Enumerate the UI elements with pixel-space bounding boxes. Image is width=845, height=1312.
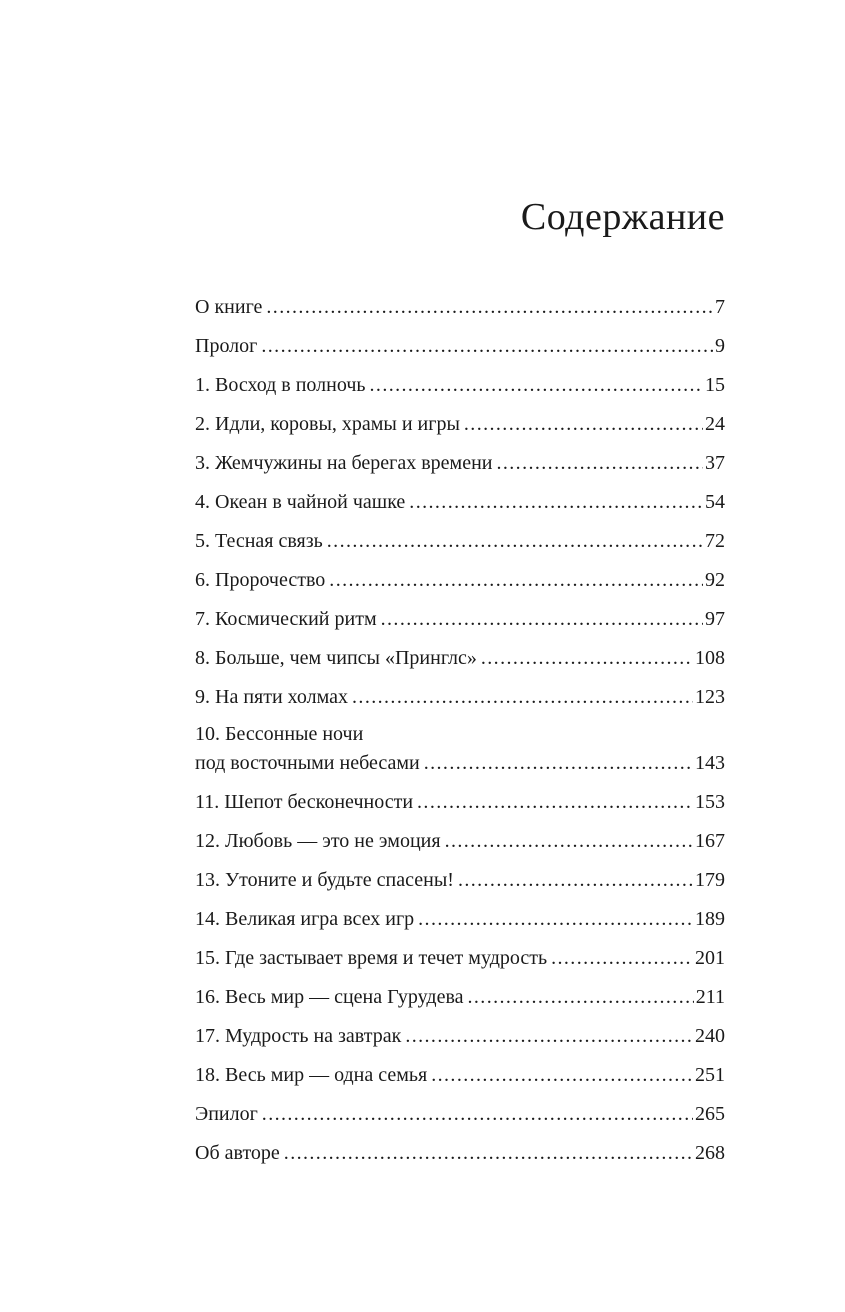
leader-dots: [409, 487, 703, 518]
leader-dots: [370, 370, 703, 401]
leader-dots: [405, 1021, 693, 1052]
toc-entry-label: 8. Больше, чем чипсы «Принглс»: [195, 647, 477, 669]
leader-dots: [551, 943, 693, 974]
toc-entry[interactable]: [195, 943, 725, 982]
toc-entry[interactable]: [195, 643, 725, 682]
page-title: Содержание: [520, 196, 725, 238]
leader-dots: [431, 1060, 693, 1091]
toc-entry[interactable]: [195, 865, 725, 904]
toc-entry[interactable]: [195, 682, 725, 721]
toc-entry-page: 54: [705, 491, 725, 513]
toc-entry-label: 14. Великая игра всех игр: [195, 908, 415, 930]
toc-entry-page: 9: [715, 335, 725, 357]
toc-entry-label-line2: под восточными небесами: [195, 752, 420, 774]
toc-entry-page: 37: [705, 452, 725, 474]
toc-entry-label: 7. Космический ритм: [195, 608, 377, 630]
toc-entry-page: 179: [695, 869, 725, 891]
toc-entry-page: 72: [705, 530, 725, 552]
toc-entry[interactable]: [195, 904, 725, 943]
toc-entry[interactable]: [195, 448, 725, 487]
toc-entry-page: 189: [695, 908, 725, 930]
toc-entry-page: 123: [695, 686, 725, 708]
toc-entry-label: 11. Шепот бесконечности: [195, 791, 414, 813]
toc-entry-page: 240: [695, 1025, 725, 1047]
leader-dots: [418, 904, 693, 935]
toc-entry-page: 211: [695, 986, 725, 1008]
leader-dots: [458, 865, 693, 896]
toc-entry[interactable]: [195, 826, 725, 865]
leader-dots: [417, 787, 693, 818]
toc-entry-label: О книге: [195, 296, 263, 318]
leader-dots: [284, 1138, 693, 1169]
toc-entry-page: 268: [695, 1142, 725, 1164]
leader-dots: [381, 604, 703, 635]
leader-dots: [496, 448, 703, 479]
toc-entry-label: Эпилог: [195, 1103, 258, 1125]
toc-entry[interactable]: [195, 604, 725, 643]
toc-entry-label: 6. Пророчество: [195, 569, 326, 591]
toc-entry-page: 92: [705, 569, 725, 591]
toc-entry-page: 15: [705, 374, 725, 396]
toc-entry-label: 13. Утоните и будьте спасены!: [195, 869, 454, 891]
toc-entry[interactable]: [195, 292, 725, 331]
toc-entry-label-line1: 10. Бессонные ночи: [195, 723, 364, 745]
toc-entry[interactable]: [195, 409, 725, 448]
toc-entry[interactable]: [195, 370, 725, 409]
toc-entry-page: 201: [695, 947, 725, 969]
toc-entry-label: 9. На пяти холмах: [195, 686, 349, 708]
leader-dots: [445, 826, 693, 857]
toc-entry[interactable]: [195, 331, 725, 370]
leader-dots: [464, 409, 703, 440]
toc-entry-page: 265: [695, 1103, 725, 1125]
toc-entry-page: 251: [695, 1064, 725, 1086]
toc-entry[interactable]: [195, 1060, 725, 1099]
toc-entry-label: 4. Океан в чайной чашке: [195, 491, 406, 513]
toc-entry-page: 97: [705, 608, 725, 630]
toc-entry[interactable]: [195, 526, 725, 565]
toc-entry[interactable]: [195, 487, 725, 526]
toc-entry[interactable]: [195, 1138, 725, 1177]
table-of-contents: [195, 292, 725, 1177]
toc-entry-label: 3. Жемчужины на берегах времени: [195, 452, 493, 474]
leader-dots: [329, 565, 703, 596]
toc-entry-label: 2. Идли, коровы, храмы и игры: [195, 413, 460, 435]
toc-entry-page: 24: [705, 413, 725, 435]
toc-entry[interactable]: [195, 982, 725, 1021]
toc-entry-label: 1. Восход в полночь: [195, 374, 366, 396]
toc-entry-label: Об авторе: [195, 1142, 280, 1164]
toc-entry-label: 18. Весь мир — одна семья: [195, 1064, 428, 1086]
leader-dots: [327, 526, 703, 557]
toc-entry-label: Пролог: [195, 335, 258, 357]
leader-dots: [481, 643, 693, 674]
toc-entry-page: 153: [695, 791, 725, 813]
toc-entry-label: 5. Тесная связь: [195, 530, 323, 552]
leader-dots: [266, 292, 713, 323]
toc-entry[interactable]: [195, 787, 725, 826]
toc-entry[interactable]: [195, 565, 725, 604]
toc-entry[interactable]: [195, 1021, 725, 1060]
toc-entry-label: 17. Мудрость на завтрак: [195, 1025, 402, 1047]
leader-dots: [468, 982, 694, 1013]
leader-dots: [352, 682, 693, 713]
toc-entry-label: 15. Где застывает время и течет мудрость: [195, 947, 548, 969]
toc-entry-label: 12. Любовь — это не эмоция: [195, 830, 441, 852]
leader-dots: [262, 1099, 693, 1130]
toc-entry-page: 167: [695, 830, 725, 852]
toc-entry-page: 108: [695, 647, 725, 669]
toc-entry-page: 143: [695, 752, 725, 774]
toc-entry-page: 7: [715, 296, 725, 318]
leader-dots: [424, 748, 693, 779]
toc-entry[interactable]: [195, 721, 725, 787]
toc-entry-label: 16. Весь мир — сцена Гурудева: [195, 986, 464, 1008]
leader-dots: [261, 331, 713, 362]
toc-entry[interactable]: [195, 1099, 725, 1138]
